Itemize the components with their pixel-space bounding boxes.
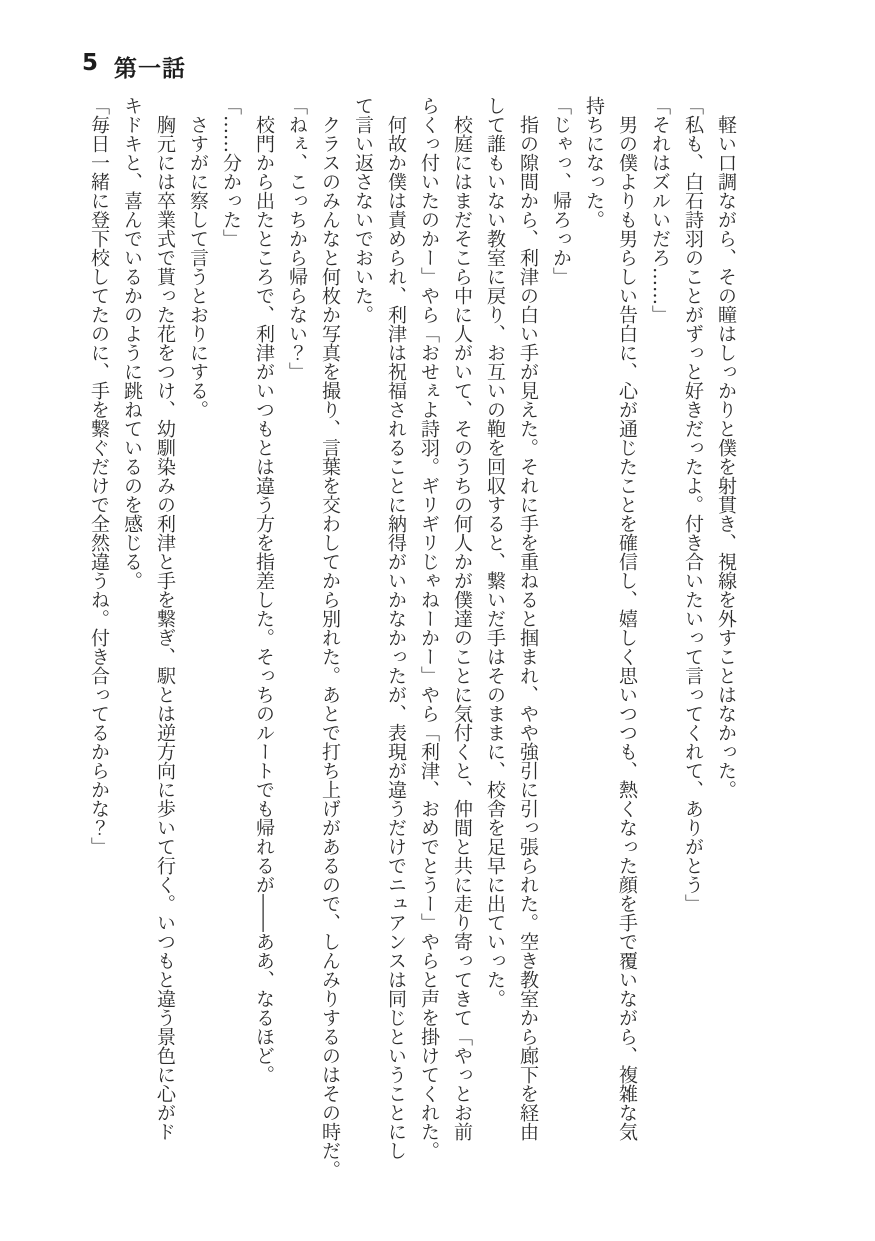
text-column: 「それはズルいだろ……」 bbox=[649, 96, 671, 324]
text-column: らくっ付いたのかー」やら「おせぇよ詩羽。ギリギリじゃねーかー」やら「利津、おめでとうー」やらと声を掛けてくれた。 bbox=[418, 96, 440, 1160]
text-column: 何故か僕は責められ、利津は祝福されることに納得がいかなかったが、表現が違うだけでニュアンスは同じということにし bbox=[385, 115, 407, 1160]
text-column: 男の僕よりも男らしい告白に、心が通じたことを確信し、嬉しく思いつつも、熱くなった顔を手で覆いながら、複雑な気 bbox=[616, 115, 638, 1141]
text-column: クラスのみんなと何枚か写真を撮り、言葉を交わしてから別れた。あとで打ち上げがあるので、しんみりするのはその時だ。 bbox=[319, 115, 341, 1179]
page-header bbox=[82, 50, 186, 83]
text-column: 「……分かった」 bbox=[220, 96, 242, 248]
text-column: 胸元には卒業式で貰った花をつけ、幼馴染みの利津と手を繋ぎ、駅とは逆方向に歩いて行く。いつもと違う景色に心がド bbox=[154, 115, 176, 1141]
text-column: 「私も、白石詩羽のことがずっと好きだったよ。付き合いたいって言ってくれて、ありがとう」 bbox=[682, 96, 704, 913]
text-column: 持ちになった。 bbox=[583, 96, 605, 229]
text-column: 軽い口調ながら、その瞳はしっかりと僕を射貫き、視線を外すことはなかった。 bbox=[715, 115, 737, 799]
text-column: 「毎日一緒に登下校してたのに、手を繋ぐだけで全然違うね。付き合ってるからかな？」 bbox=[88, 96, 110, 856]
text-column: 指の隙間から、利津の白い手が見えた。それに手を重ねると掴まれ、やや強引に引っ張られた。空き教室から廊下を経由 bbox=[517, 115, 539, 1141]
text-column: 校庭にはまだそこら中に人がいて、そのうちの何人かが僕達のことに気付くと、仲間と共に走り寄ってきて「やっとお前 bbox=[451, 115, 473, 1141]
text-column: 「じゃっ、帰ろっか」 bbox=[550, 96, 572, 286]
text-column: して誰もいない教室に戻り、お互いの鞄を回収すると、繋いだ手はそのままに、校舎を足早に出ていった。 bbox=[484, 96, 506, 1008]
text-column: 「ねぇ、こっちから帰らない？」 bbox=[286, 96, 308, 381]
chapter-title: 第一話 bbox=[114, 56, 187, 82]
text-column: 校門から出たところで、利津がいつもとは違う方を指差した。そっちのルートでも帰れるが――ああ、なるほど。 bbox=[253, 115, 275, 1084]
text-column: キドキと、喜んでいるかのように跳ねているのを感じる。 bbox=[121, 96, 143, 590]
text-column: て言い返さないでおいた。 bbox=[352, 96, 374, 324]
page-number: 5 bbox=[82, 50, 100, 76]
text-column: さすがに察して言うとおりにする。 bbox=[187, 115, 209, 419]
body-text bbox=[82, 96, 742, 1188]
